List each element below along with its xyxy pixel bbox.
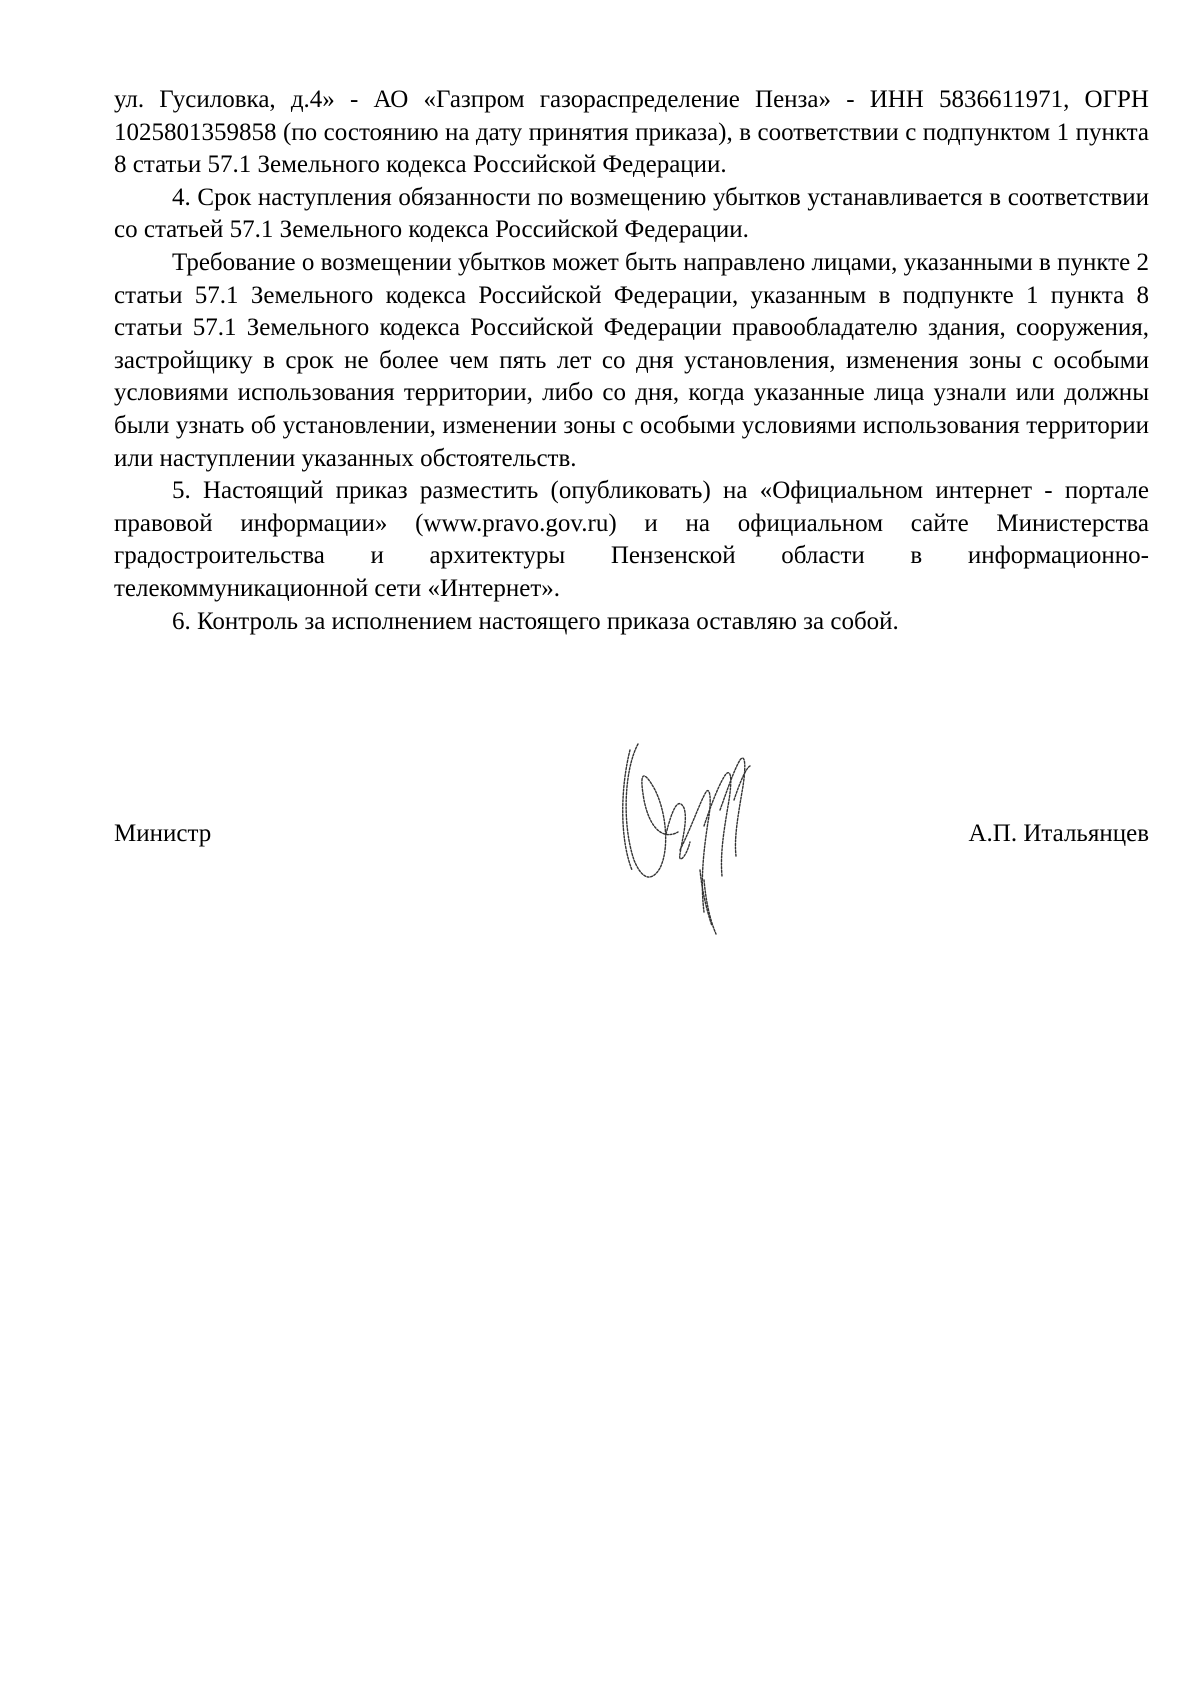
paragraph-item-5: 5. Настоящий приказ разместить (опубликовать) на «Официальном интернет - портале правовой информации» (www.pravo.gov.ru) и на официальном сайте Министерства градостроительства и архитектуры Пензенской области в информационно-телекоммуникационной сети «Интернет». xyxy=(114,477,1149,602)
document-body xyxy=(114,84,1149,638)
signer-position: Министр xyxy=(114,820,212,847)
paragraph-address-continuation: ул. Гусиловка, д.4» - АО «Газпром газораспределение Пенза» - ИНН 5836611971, ОГРН 1025801359858 (по состоянию на дату принятия приказа), в соответствии с подпунктом 1 пункта 8 статьи 57.1 Земельного кодекса Российской Федерации. xyxy=(114,86,1149,179)
paragraph-item-4: 4. Срок наступления обязанности по возмещению убытков устанавливается в соответствии со статьей 57.1 Земельного кодекса Российской Федерации. xyxy=(114,183,1149,244)
paragraph-damages-claim: Требование о возмещении убытков может быть направлено лицами, указанными в пункте 2 статьи 57.1 Земельного кодекса Российской Федерации, указанным в подпункте 1 пункта 8 статьи 57.1 Земельного кодекса Российской Федерации правообладателю здания, сооружения, застройщику в срок не более чем пять лет со дня установления, изменения зоны с особыми условиями использования территории, либо со дня, когда указанные лица узнали или должны были узнать об установлении, изменении зоны с особыми условиями использования территории или наступлении указанных обстоятельств. xyxy=(114,248,1149,472)
signer-name: А.П. Итальянцев xyxy=(968,820,1149,847)
paragraph-item-6: 6. Контроль за исполнением настоящего приказа оставляю за собой. xyxy=(172,607,899,635)
signature-block xyxy=(114,818,1149,858)
